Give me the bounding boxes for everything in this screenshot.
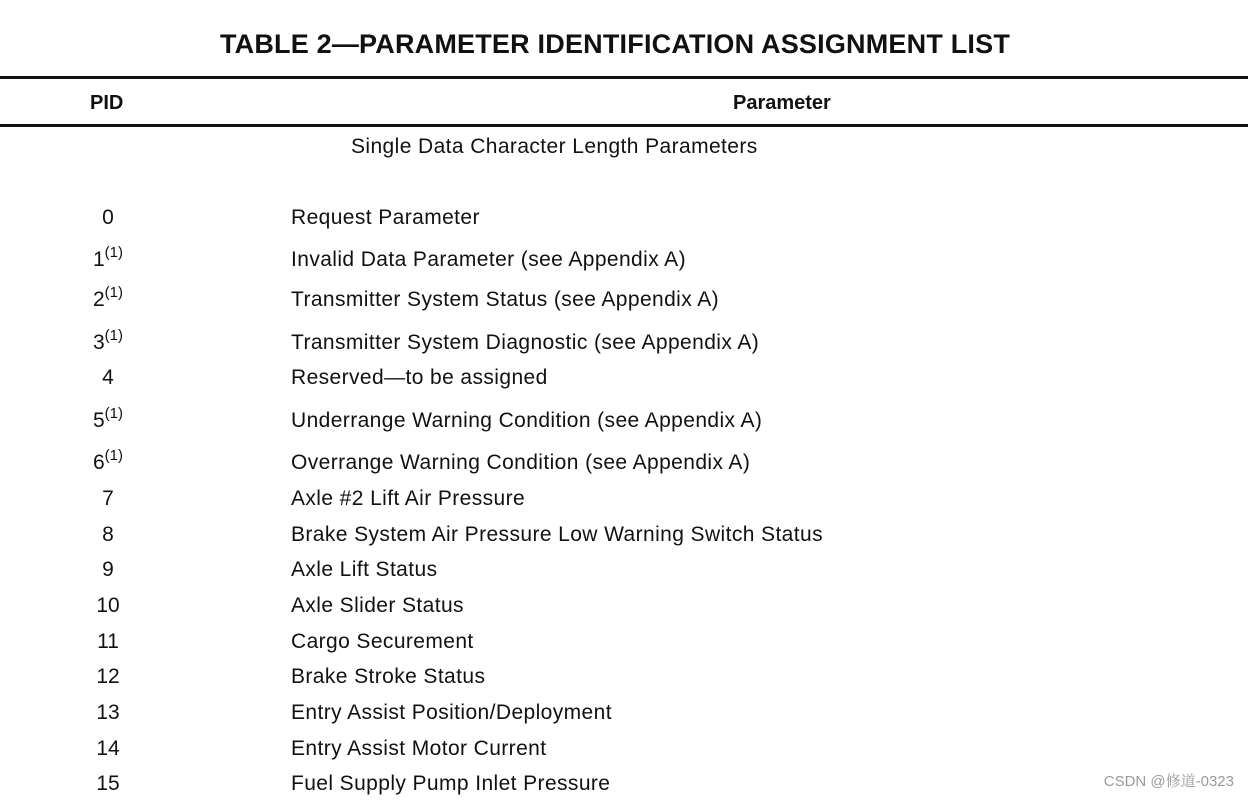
- pid-cell: 2$^{(1)}$: [92, 284, 124, 311]
- table-row: [0, 733, 1248, 763]
- pid-cell: 11: [97, 630, 119, 653]
- parameter-cell: Axle #2 Lift Air Pressure: [291, 487, 526, 510]
- parameter-cell: Axle Slider Status: [291, 594, 464, 617]
- parameter-cell: Axle Lift Status: [291, 558, 438, 581]
- table-row: [0, 362, 1248, 392]
- parameter-cell: Overrange Warning Condition (see Appendix A): [291, 451, 751, 474]
- table-row: [0, 447, 1248, 477]
- pid-cell: 5$^{(1)}$: [92, 405, 124, 432]
- pid-cell: 15: [96, 772, 120, 795]
- table-row: [0, 327, 1248, 357]
- table-row: [0, 661, 1248, 691]
- footnote-marker: (1): [104, 244, 124, 261]
- top-rule: [0, 76, 1248, 79]
- parameter-cell: Entry Assist Position/Deployment: [291, 701, 612, 724]
- table-row: [0, 483, 1248, 513]
- watermark: CSDN @修道-0323: [1103, 773, 1234, 790]
- footnote-marker: (1): [104, 327, 124, 344]
- section-heading: Single Data Character Length Parameters: [351, 135, 758, 158]
- parameter-cell: Fuel Supply Pump Inlet Pressure: [291, 772, 611, 795]
- table-row: [0, 202, 1248, 232]
- pid-cell: 9: [102, 558, 114, 581]
- pid-cell: 10: [96, 594, 120, 617]
- parameter-cell: Reserved—to be assigned: [291, 366, 548, 389]
- pid-column-header: PID: [90, 92, 124, 114]
- table-row: [0, 519, 1248, 549]
- pid-cell: 13: [96, 701, 120, 724]
- footnote-marker: (1): [104, 284, 124, 301]
- pid-cell: 7: [102, 487, 114, 510]
- pid-cell: 12: [96, 665, 120, 688]
- parameter-cell: Transmitter System Status (see Appendix A): [291, 288, 720, 311]
- parameter-column-header: Parameter: [733, 92, 831, 114]
- parameter-cell: Invalid Data Parameter (see Appendix A): [291, 248, 686, 271]
- parameter-cell: Transmitter System Diagnostic (see Appendix A): [291, 331, 760, 354]
- footnote-marker: (1): [104, 447, 124, 464]
- table-row: [0, 768, 1248, 798]
- pid-cell: 4: [102, 366, 114, 389]
- parameter-cell: Request Parameter: [291, 206, 480, 229]
- parameter-cell: Underrange Warning Condition (see Appendix A): [291, 409, 763, 432]
- parameter-cell: Brake System Air Pressure Low Warning Switch Status: [291, 523, 823, 546]
- pid-cell: 1$^{(1)}$: [92, 244, 124, 271]
- parameter-cell: Entry Assist Motor Current: [291, 737, 547, 760]
- parameter-cell: Cargo Securement: [291, 630, 474, 653]
- footnote-marker: (1): [104, 405, 124, 422]
- table-title: TABLE 2—PARAMETER IDENTIFICATION ASSIGNMENT LIST: [219, 29, 1011, 59]
- table-row: [0, 626, 1248, 656]
- header-rule: [0, 124, 1248, 127]
- table-row: [0, 590, 1248, 620]
- table-row: [0, 405, 1248, 435]
- table-row: [0, 244, 1248, 274]
- pid-cell: 6$^{(1)}$: [92, 447, 124, 474]
- table-row: [0, 554, 1248, 584]
- table-row: [0, 697, 1248, 727]
- pid-cell: 0: [102, 206, 114, 229]
- pid-cell: 14: [96, 737, 120, 760]
- pid-cell: 3$^{(1)}$: [92, 327, 124, 354]
- pid-cell: 8: [102, 523, 114, 546]
- table-row: [0, 284, 1248, 314]
- parameter-cell: Brake Stroke Status: [291, 665, 486, 688]
